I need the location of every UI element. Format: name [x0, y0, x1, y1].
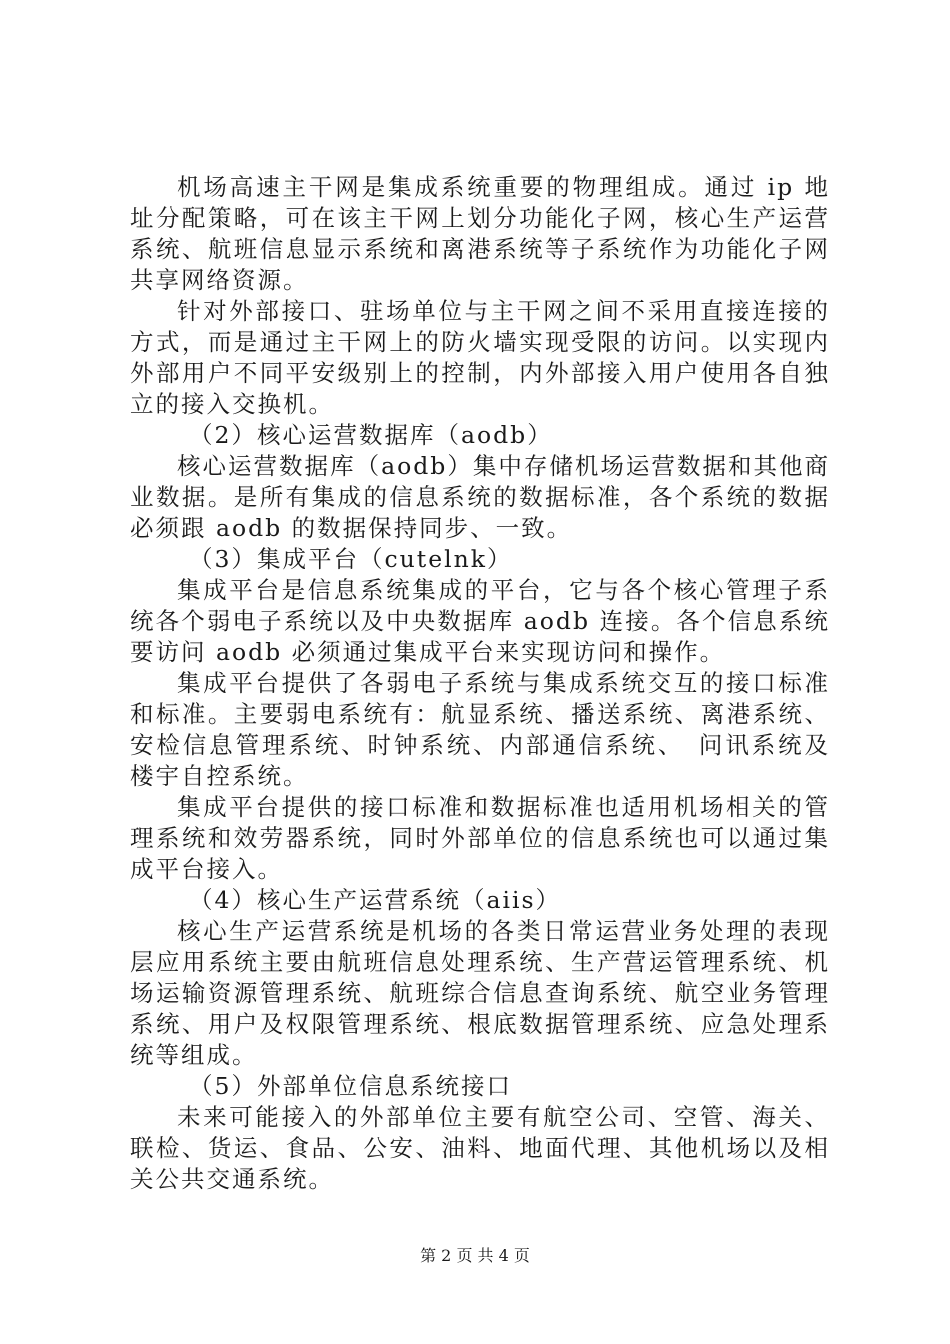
section-heading-aiis: （4）核心生产运营系统（aiis） [189, 886, 562, 914]
paragraph-external-interface: 针对外部接口、驻场单位与主干网之间不采用直接连接的方式，而是通过主干网上的防火墙实现受限的访问。以实现内外部用户不同平安级别上的控制，内外部接入用户使用各自独立的接入交换机。 [130, 297, 830, 418]
section-heading-external-interface: （5）外部单位信息系统接口 [189, 1072, 512, 1100]
section-heading-integration-platform: （3）集成平台（cutelnk） [189, 545, 513, 573]
section-heading-aodb: （2）核心运营数据库（aodb） [189, 421, 553, 449]
paragraph-interface-standards: 集成平台提供的接口标准和数据标准也适用机场相关的管理系统和效劳器系统，同时外部单位的信息系统也可以通过集成平台接入。 [130, 793, 830, 883]
paragraph-aodb: 核心运营数据库（aodb）集中存储机场运营数据和其他商业数据。是所有集成的信息系统的数据标准，各个系统的数据必须跟 aodb 的数据保持同步、一致。 [130, 452, 830, 542]
paragraph-aiis: 核心生产运营系统是机场的各类日常运营业务处理的表现层应用系统主要由航班信息处理系统、生产营运管理系统、机场运输资源管理系统、航班综合信息查询系统、航空业务管理系统、用户及权限管理系统、根底数据管理系统、应急处理系统等组成。 [130, 917, 830, 1069]
paragraph-external-units: 未来可能接入的外部单位主要有航空公司、空管、海关、联检、货运、食品、公安、油料、地面代理、其他机场以及相关公共交通系统。 [130, 1103, 830, 1193]
paragraph-integration-platform: 集成平台是信息系统集成的平台，它与各个核心管理子系统各个弱电子系统以及中央数据库 aodb 连接。各个信息系统要访问 aodb 必须通过集成平台来实现访问和操作。 [130, 576, 830, 666]
page-number-footer: 第 2 页 共 4 页 [420, 1246, 530, 1265]
paragraph-weak-current-systems: 集成平台提供了各弱电子系统与集成系统交互的接口标准和标准。主要弱电系统有：航显系统、播送系统、离港系统、安检信息管理系统、时钟系统、内部通信系统、 问讯系统及楼宇自控系统。 [130, 669, 830, 790]
document-body [130, 172, 830, 1195]
paragraph-backbone-network: 机场高速主干网是集成系统重要的物理组成。通过 ip 地址分配策略，可在该主干网上划分功能化子网，核心生产运营系统、航班信息显示系统和离港系统等子系统作为功能化子网共享网络资源。 [130, 173, 830, 294]
